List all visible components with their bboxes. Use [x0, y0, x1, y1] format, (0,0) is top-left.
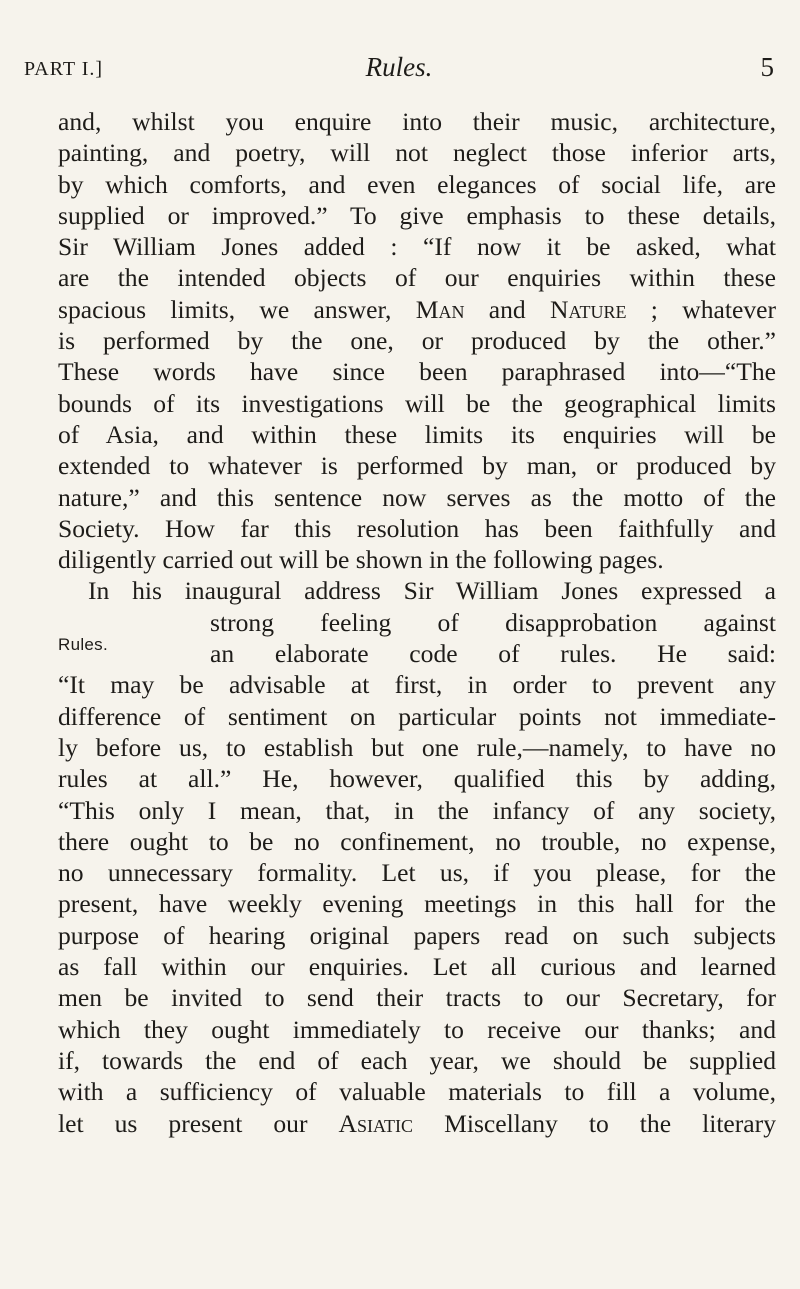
text-line: Sir William Jones added : “If now it be asked, what	[58, 232, 776, 262]
text-line: bounds of its investigations will be the geographical limits	[58, 388, 776, 418]
text-line: with a sufficiency of valuable materials to fill a volume,	[58, 1077, 776, 1107]
text-line: difference of sentiment on particular points not immediate-	[58, 701, 776, 731]
term-asiatic: Asiatic	[338, 1108, 414, 1138]
text-line: diligently carried out will be shown in the following pages.	[58, 545, 664, 575]
text-line: “It may be advisable at first, in order to prevent any	[58, 670, 776, 700]
text-line	[58, 1108, 776, 1139]
text-line: ly before us, to establish but one rule,—namely, to have no	[58, 732, 776, 762]
text-line: extended to whatever is performed by man, or produced by	[58, 451, 776, 481]
text-line: are the intended objects of our enquiries within these	[58, 263, 776, 293]
text-line: nature,” and this sentence now serves as the motto of the	[58, 482, 776, 512]
text-line: of Asia, and within these limits its enquiries will be	[58, 419, 776, 449]
text-line: an elaborate code of rules. He said:	[210, 639, 776, 669]
term-man: Man	[415, 294, 465, 324]
text-line: These words have since been paraphrased into—“The	[58, 357, 776, 387]
running-header	[24, 50, 774, 90]
text-line: “This only I mean, that, in the infancy of any society,	[58, 795, 776, 825]
text-line: and, whilst you enquire into their music, architecture,	[58, 107, 776, 136]
running-title: Rules.	[365, 52, 433, 82]
text-line: supplied or improved.” To give emphasis to these details,	[58, 200, 776, 230]
margin-sidenote: Rules.	[58, 634, 108, 654]
text-fragment: spacious limits, we answer,	[58, 294, 416, 324]
text-line: is performed by the one, or produced by the other.”	[58, 326, 776, 356]
text-line: Society. How far this resolution has been faithfully and	[58, 513, 776, 543]
text-line: men be invited to send their tracts to our Secretary, for	[58, 983, 776, 1013]
text-line: which they ought immediately to receive our thanks; and	[58, 1014, 776, 1044]
text-line: rules at all.” He, however, qualified this by adding,	[58, 764, 776, 794]
text-line: present, have weekly evening meetings in this hall for the	[58, 889, 776, 919]
text-line: purpose of hearing original papers read on such subjects	[58, 920, 776, 950]
text-line: by which comforts, and even elegances of social life, are	[58, 169, 776, 199]
text-line: there ought to be no confinement, no trouble, no expense,	[58, 826, 776, 856]
text-fragment: let us present our	[58, 1108, 339, 1138]
text-fragment: ; whatever	[626, 294, 776, 324]
page-number: 5	[760, 52, 774, 82]
text-line	[58, 294, 776, 325]
text-line: strong feeling of disapprobation against	[210, 607, 776, 637]
text-fragment: Miscellany to the literary	[413, 1108, 776, 1138]
indented-lines	[210, 607, 776, 670]
part-label: PART I.]	[24, 58, 104, 80]
text-fragment: and	[464, 294, 551, 324]
text-line: as fall within our enquiries. Let all curious and learned	[58, 952, 776, 982]
text-line: no unnecessary formality. Let us, if you please, for the	[58, 858, 776, 888]
text-line: painting, and poetry, will not neglect those inferior arts,	[58, 138, 776, 168]
term-nature: Nature	[550, 294, 627, 324]
body-text	[58, 106, 776, 1139]
text-line: In his inaugural address Sir William Jones expressed a	[88, 576, 776, 606]
text-line: if, towards the end of each year, we should be supplied	[58, 1045, 776, 1075]
sidenote-block	[58, 607, 776, 670]
